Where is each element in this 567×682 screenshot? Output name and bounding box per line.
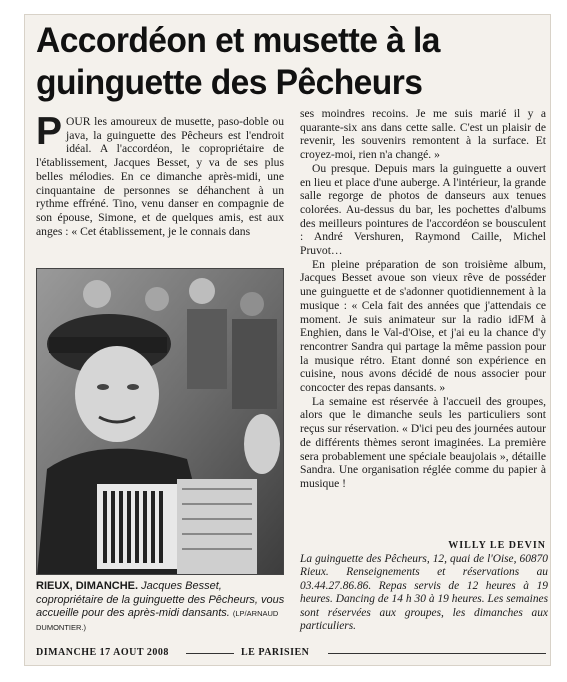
publication-date: DIMANCHE 17 AOUT 2008 (36, 647, 169, 658)
caption-location: RIEUX, DIMANCHE. (36, 580, 139, 592)
lead-paragraph-text: OUR les amoureux de musette, paso-doble ou java, la guinguette des Pêcheurs est l'endroit idéal. A l'accordéon, le copropriétaire de l'établissement, Jacques Besset, y va de ses plus belles mélodies. En ce dimanche après-midi, une cinquantaine de personnes se déhanchent à un rythme effréné. Tino, venu danser en compagnie de son épouse, Simone, et de quelques amis, est aux anges : « Cet établissement, je le connais dans (36, 115, 284, 238)
article-column-2 (300, 107, 546, 491)
paragraph: ses moindres recoins. Je me suis marié il y a quarante-six ans dans cette salle. C'est un plaisir de revenir, les souvenirs remontent à la surface. Et croyez-moi, rien n'a changé. » (300, 107, 546, 162)
paragraph: En pleine préparation de son troisième album, Jacques Besset avoue son vieux rêve de posséder une guinguette et de s'adonner quotidiennement à la musique : « Cela fait des années que j'attendais ce moment. Je suis animateur sur la radio idFM à Enghien, dans le Val-d'Oise, et j'ai eu la chance d'y rencontrer Sandra qui partage la même passion pour la musique rétro. Etant donné son expérience en cuisine, nous avons décidé de nous associer pour concocter des repas dansants. » (300, 257, 546, 395)
practical-info (300, 553, 548, 633)
article-photo (36, 268, 284, 575)
paragraph: Ou presque. Depuis mars la guinguette a ouvert en lieu et place d'une auberge. A l'intérieur, la grande salle regorge de photos de danseurs aux tenues colorées. Au-dessus du bar, les pochettes d'albums des meilleurs pointures de l'accordéon se bousculent : André Vershuren, Raymond Caille, Michel Pruvot… (300, 161, 546, 258)
page-footer (36, 647, 546, 661)
practical-info-text: La guinguette des Pêcheurs, 12, quai de l'Oise, 60870 Rieux. Renseignements et réservations au 03.44.27.86.86. Repas servis de 12 heures à 19 heures. Dancing de 14 h 30 à 19 heures. Les semaines sont réservées aux groupes, les dimanches aux particuliers. (300, 553, 548, 633)
lead-paragraph (36, 110, 284, 238)
photo-caption (36, 580, 286, 634)
photo-credit: (LP/ARNAUD DUMONTIER.) (36, 609, 279, 632)
footer-rule-right (328, 653, 546, 654)
article-headline: Accordéon et musette à la guinguette des Pêcheurs (36, 21, 440, 102)
caption-text: Jacques Besset, copropriétaire de la guinguette des Pêcheurs, vous accueille pour des après-midi dansants. (36, 580, 285, 620)
article-column-1 (36, 110, 284, 238)
footer-rule-left (186, 653, 234, 654)
drop-cap: P (36, 110, 63, 153)
newspaper-name: LE PARISIEN (241, 647, 310, 658)
author-signature: WILLY LE DEVIN (448, 540, 546, 551)
paragraph: La semaine est réservée à l'accueil des groupes, alors que le dimanche seuls les particuliers sont reçus sur réservation. « D'ici peu des journées autour de différents thèmes seront imaginées. La première sera probablement une spéciale beaujolais », détaille Sandra. Une organisation réglée comme du papier à musique ! (300, 394, 546, 490)
accordion-player-photo (37, 269, 284, 575)
